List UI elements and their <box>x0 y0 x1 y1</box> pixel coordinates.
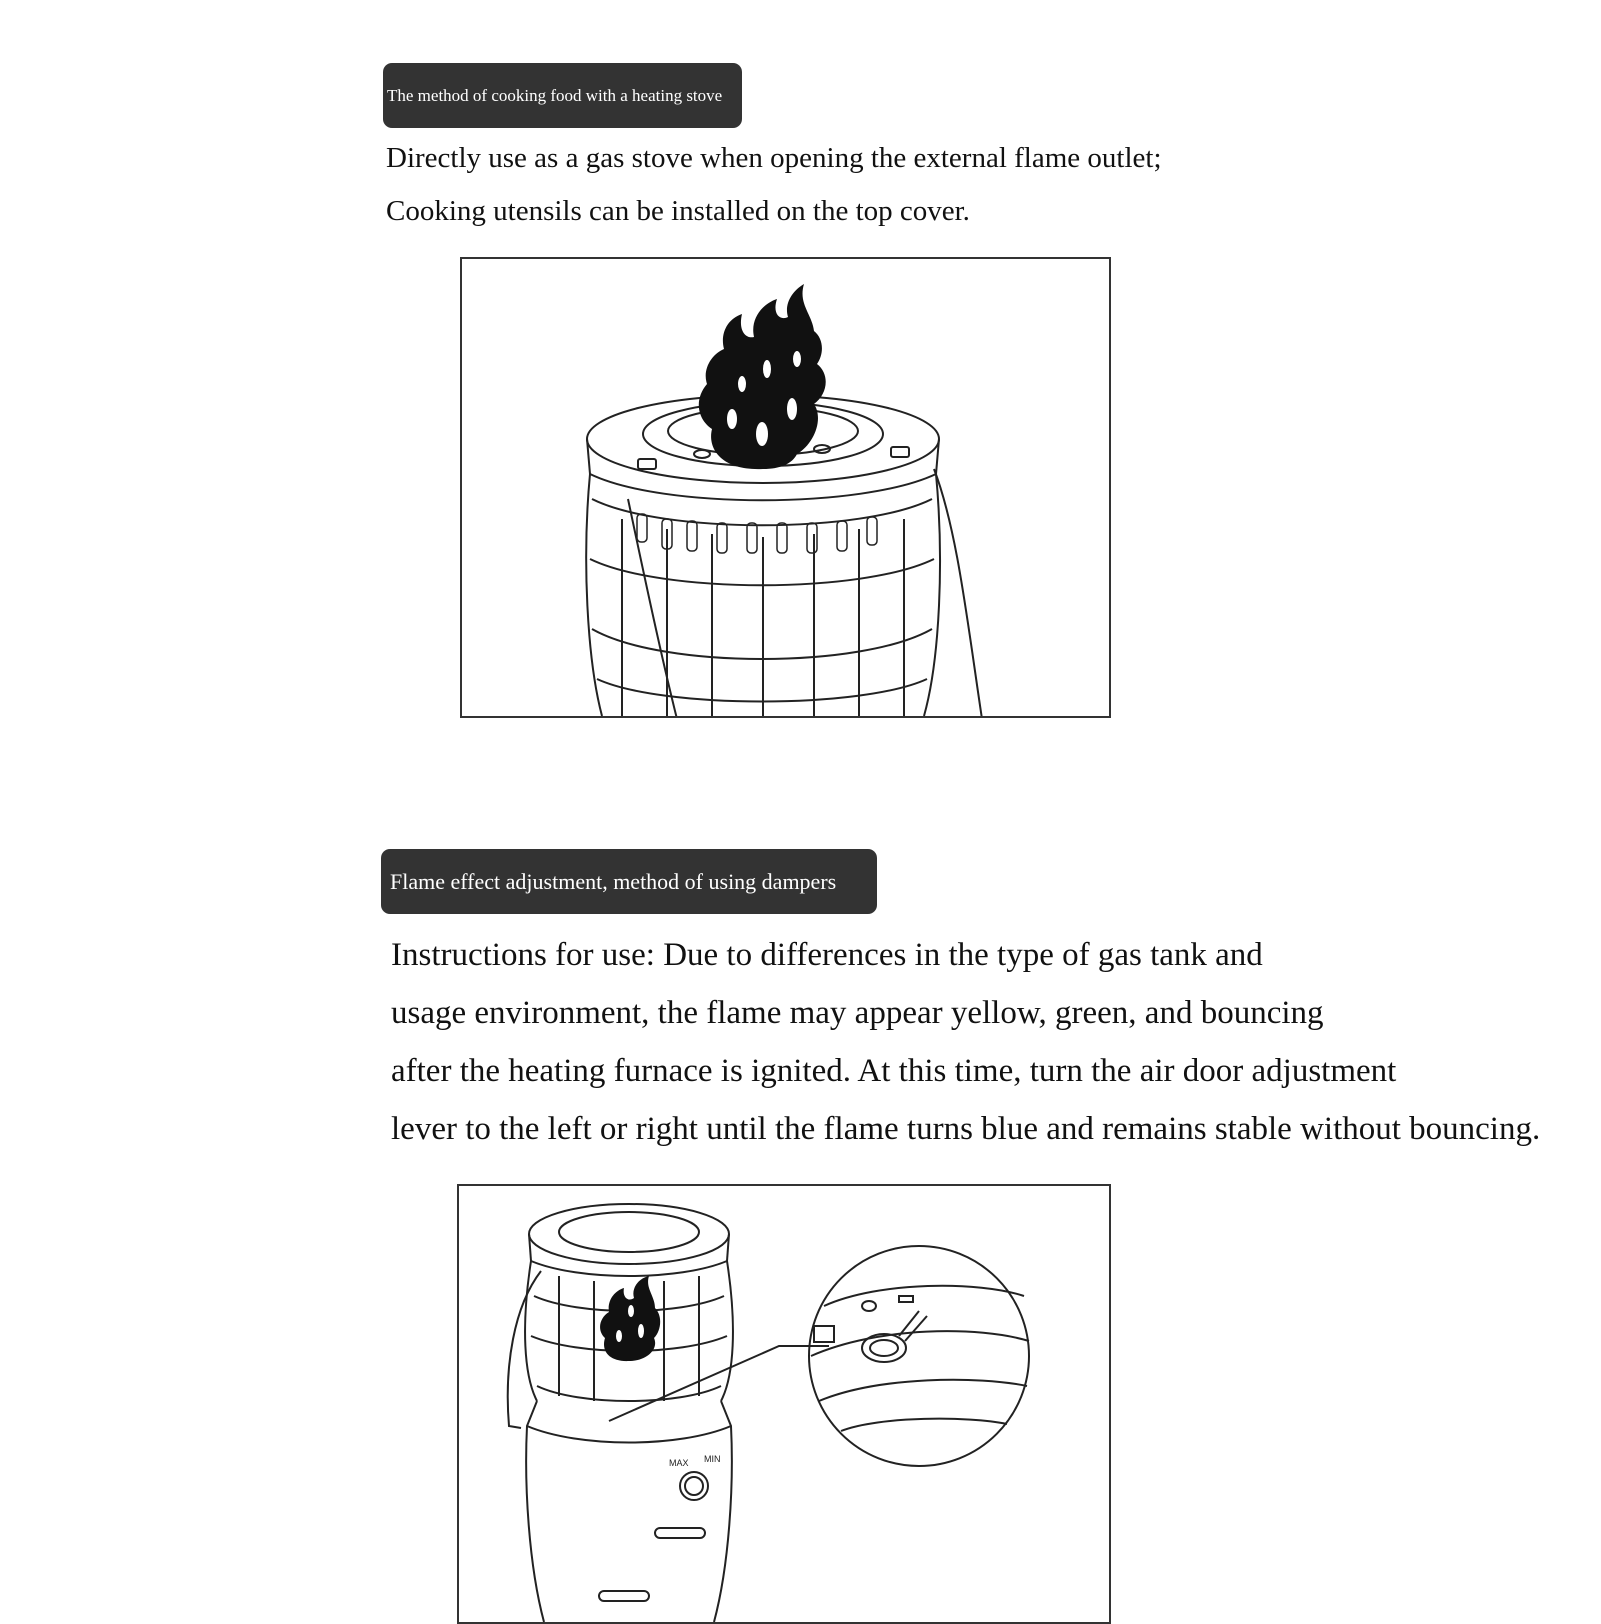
stove-top-illustration <box>462 259 1109 716</box>
small-flame-icon <box>600 1276 660 1361</box>
dial-min-label: MIN <box>704 1454 721 1464</box>
figure-stove-with-flame <box>460 257 1111 718</box>
dial-max-label: MAX <box>669 1458 689 1468</box>
flame-icon <box>699 284 826 469</box>
section-heading-flame-adjustment: Flame effect adjustment, method of using dampers <box>381 849 877 914</box>
cooking-instruction-line-2: Cooking utensils can be installed on the top cover. <box>386 195 970 227</box>
section-heading-cooking: The method of cooking food with a heating stove <box>383 63 742 128</box>
cooking-instruction-line-1: Directly use as a gas stove when opening the external flame outlet; <box>386 142 1162 174</box>
flame-instruction-line-4: lever to the left or right until the flame turns blue and remains stable without bouncing. <box>391 1111 1541 1147</box>
heater-damper-illustration <box>459 1186 1109 1622</box>
flame-instruction-line-2: usage environment, the flame may appear yellow, green, and bouncing <box>391 995 1324 1031</box>
figure-damper-adjustment <box>457 1184 1111 1624</box>
flame-instruction-line-3: after the heating furnace is ignited. At this time, turn the air door adjustment <box>391 1053 1397 1089</box>
flame-instruction-line-1: Instructions for use: Due to differences in the type of gas tank and <box>391 937 1263 973</box>
